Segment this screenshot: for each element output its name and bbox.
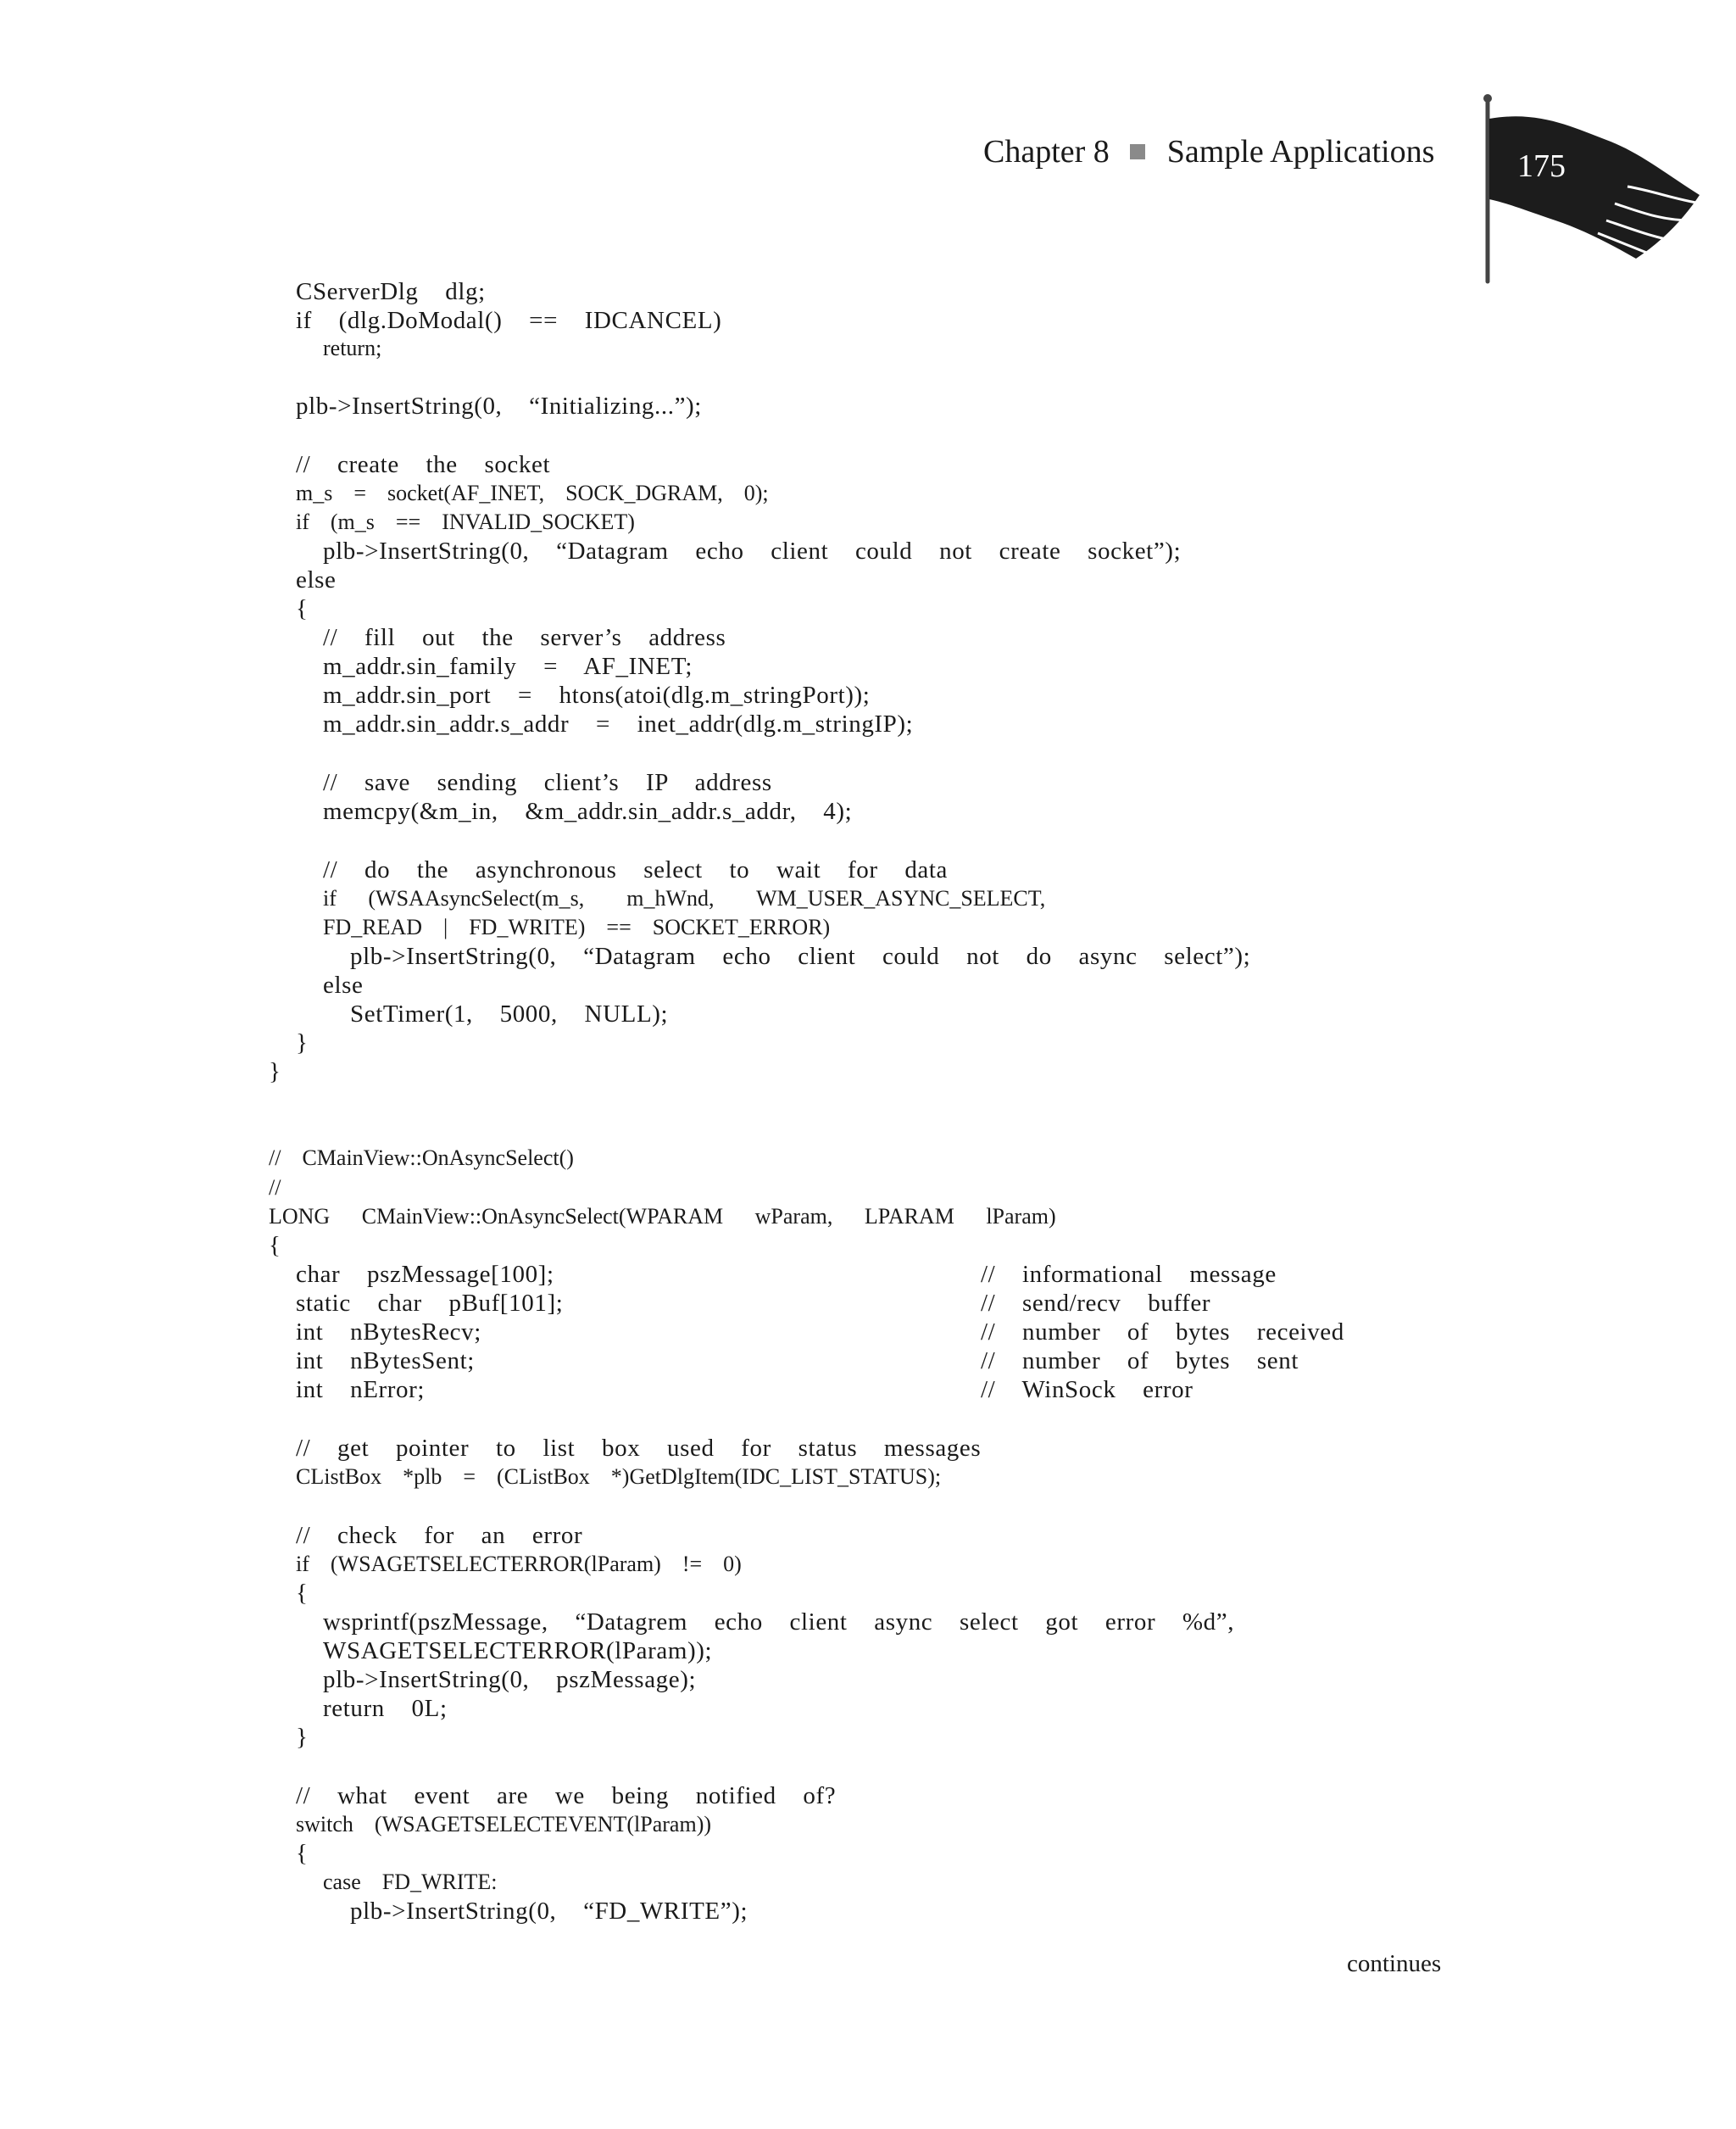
- code-line: }: [296, 1029, 309, 1056]
- code-line: // fill out the server’s address: [323, 624, 726, 651]
- code-line: if (dlg.DoModal() == IDCANCEL): [296, 307, 722, 334]
- code-line: return;: [323, 336, 382, 360]
- code-line: switch (WSAGETSELECTEVENT(lParam)): [296, 1812, 712, 1836]
- code-line: plb->InsertString(0, pszMessage);: [323, 1666, 697, 1693]
- code-line: m_addr.sin_family = AF_INET;: [323, 653, 693, 680]
- code-line: SetTimer(1, 5000, NULL);: [350, 1000, 669, 1028]
- code-line: m_addr.sin_addr.s_addr = inet_addr(dlg.m_stringIP);: [323, 711, 914, 738]
- code-line: {: [296, 1580, 309, 1607]
- code-line: // save sending client’s IP address: [323, 769, 772, 796]
- code-line: if (WSAGETSELECTERROR(lParam) != 0): [296, 1552, 742, 1576]
- code-line: // CMainView::OnAsyncSelect(): [269, 1145, 574, 1170]
- code-line: plb->InsertString(0, “Initializing...”);: [296, 393, 702, 420]
- declaration: int nError;: [296, 1376, 426, 1403]
- inline-comment: // informational message: [981, 1261, 1277, 1288]
- code-line: plb->InsertString(0, “Datagram echo client could not create socket”);: [323, 538, 1182, 565]
- code-line: [296, 1290, 1211, 1317]
- code-line: }: [269, 1058, 281, 1085]
- declaration: int nBytesSent;: [296, 1347, 475, 1374]
- code-line: LONG CMainView::OnAsyncSelect(WPARAM wParam, LPARAM lParam): [269, 1204, 1056, 1229]
- code-line: return 0L;: [323, 1695, 448, 1722]
- code-line: else: [323, 972, 364, 999]
- code-line: [296, 1347, 1299, 1374]
- inline-comment: // send/recv buffer: [981, 1290, 1211, 1317]
- running-header: [983, 136, 1434, 168]
- flag-graphic: [1479, 93, 1717, 288]
- code-line: // check for an error: [296, 1522, 583, 1549]
- code-line: plb->InsertString(0, “Datagram echo client could not do async select”);: [350, 943, 1251, 970]
- code-line: case FD_WRITE:: [323, 1870, 498, 1894]
- code-line: // what event are we being notified of?: [296, 1782, 837, 1809]
- declaration: char pszMessage[100];: [296, 1261, 554, 1288]
- code-line: else: [296, 566, 337, 594]
- code-line: [296, 1376, 1194, 1403]
- code-line: {: [296, 1840, 309, 1867]
- code-line: if (m_s == INVALID_SOCKET): [296, 510, 635, 534]
- code-line: m_s = socket(AF_INET, SOCK_DGRAM, 0);: [296, 481, 769, 505]
- declaration: int nBytesRecv;: [296, 1318, 481, 1346]
- code-line: }: [296, 1724, 309, 1751]
- code-line: FD_READ | FD_WRITE) == SOCKET_ERROR): [323, 915, 831, 939]
- code-line: // get pointer to list box used for status messages: [296, 1435, 982, 1462]
- code-line: // create the socket: [296, 451, 551, 478]
- code-line: m_addr.sin_port = htons(atoi(dlg.m_stringPort));: [323, 682, 871, 709]
- chapter-label: Chapter 8: [983, 134, 1110, 170]
- code-line: CServerDlg dlg;: [296, 278, 486, 305]
- code-line: wsprintf(pszMessage, “Datagrem echo client async select got error %d”,: [323, 1608, 1235, 1636]
- section-title: Sample Applications: [1166, 134, 1435, 170]
- code-line: [296, 1318, 1344, 1346]
- inline-comment: // number of bytes received: [981, 1318, 1344, 1346]
- code-line: {: [296, 595, 309, 622]
- page-number: 175: [1517, 148, 1566, 184]
- code-line: WSAGETSELECTERROR(lParam));: [323, 1637, 713, 1664]
- code-line: CListBox *plb = (CListBox *)GetDlgItem(IDC_LIST_STATUS);: [296, 1464, 942, 1489]
- code-line: //: [269, 1175, 281, 1200]
- code-line: // do the asynchronous select to wait for data: [323, 856, 949, 883]
- code-line: plb->InsertString(0, “FD_WRITE”);: [350, 1898, 748, 1925]
- header-separator-square: [1130, 144, 1145, 159]
- code-line: [296, 1261, 1277, 1288]
- code-line: {: [269, 1232, 281, 1259]
- declaration: static char pBuf[101];: [296, 1290, 564, 1317]
- continues-label: continues: [1347, 1950, 1442, 1977]
- code-line: memcpy(&m_in, &m_addr.sin_addr.s_addr, 4);: [323, 798, 853, 825]
- inline-comment: // WinSock error: [981, 1376, 1194, 1403]
- code-line: if (WSAAsyncSelect(m_s, m_hWnd, WM_USER_ASYNC_SELECT,: [323, 886, 1046, 911]
- inline-comment: // number of bytes sent: [981, 1347, 1299, 1374]
